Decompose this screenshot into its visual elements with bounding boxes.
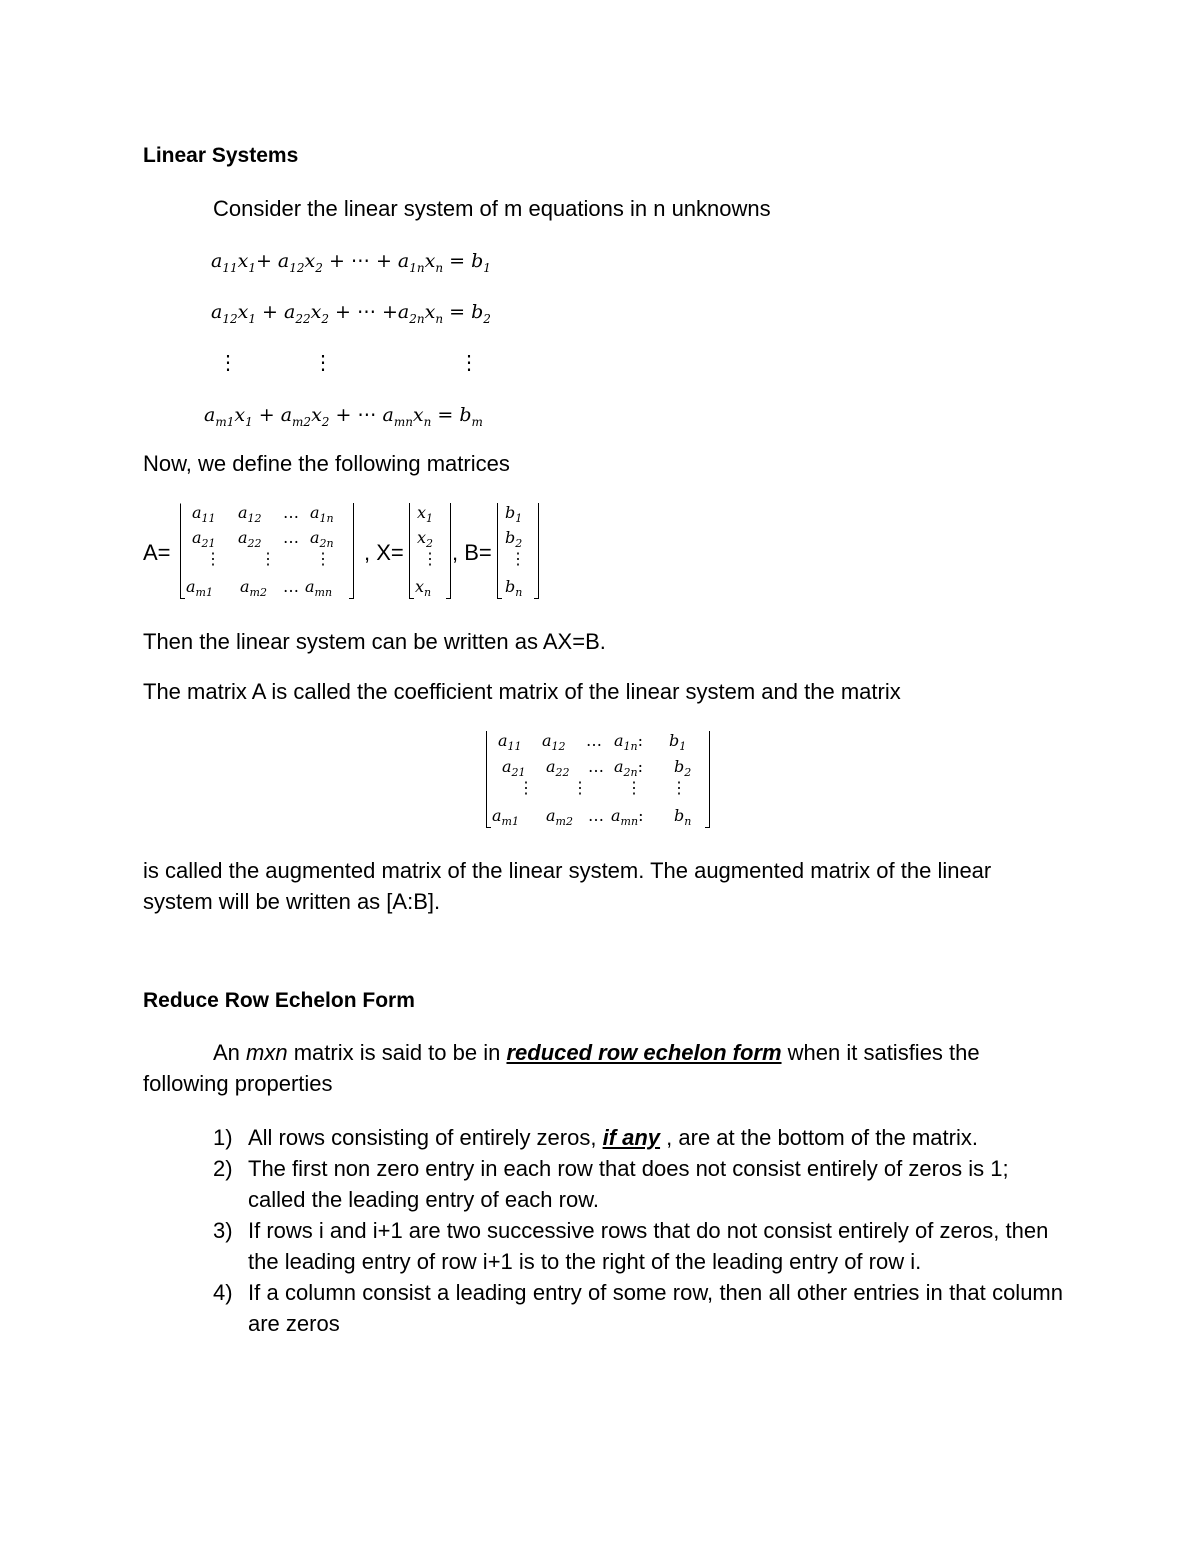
property-item-2: 2) The first non zero entry in each row that does not consist entirely of zeros is 1; called the leading entry of each row. xyxy=(213,1156,1009,1212)
label-x: , X= xyxy=(364,540,404,565)
property-item-4: 4) If a column consist a leading entry of some row, then all other entries in that column are zeros xyxy=(213,1280,1063,1336)
label-a: A= xyxy=(143,540,171,565)
matrix-a: $a_{11}$ $a_{12}$ … $a_{1n}$ $a_{21}$ $a_{22}$ … $a_{2n}$ ⋮ ⋮ ⋮ $a_{m1}$ $a_{m2}$ … $a_{mn}$ xyxy=(180,503,354,599)
property-item-3: 3) If rows i and i+1 are two successive rows that do not consist entirely of zeros, then the leading entry of row i+1 is to the right of the leading entry of row i. xyxy=(213,1218,1049,1274)
vertical-dots: ⋮ xyxy=(218,350,238,374)
matrix-b: $b_1$ $b_2$ ⋮ $b_n$ xyxy=(497,503,539,599)
equation-m: $a_{m1}x_1 + a_{m2}x_2$ + ⋯ $a_{mn}x_n = b_m$ xyxy=(204,404,483,429)
then-paragraph: Then the linear system can be written as AX=B. xyxy=(143,629,606,654)
section-heading-linear-systems: Linear Systems xyxy=(143,144,299,167)
coefficient-paragraph: The matrix A is called the coefficient matrix of the linear system and the matrix xyxy=(143,679,901,704)
vertical-dots: ⋮ xyxy=(313,350,333,374)
equation-1: $a_{11}x_1+ a_{12}x_2$ + ⋯ + $a_{1n}x_n = b_1$ xyxy=(211,250,491,275)
augmented-paragraph-line-2: system will be written as [A:B]. xyxy=(143,889,441,914)
rref-definition-line-2: following properties xyxy=(143,1071,333,1096)
equation-2: $a_{12}x_1 + a_{22}x_2$ + ⋯ $+a_{2n}x_n = b_2$ xyxy=(211,301,491,326)
augmented-matrix: $a_{11}$ $a_{12}$ … $a_{1n}$: $b_1$ $a_{21}$ $a_{22}$ … $a_{2n}$: $b_2$ ⋮ ⋮ ⋮ ⋮ $a_{m1}$ $a_{m2}$ … $a_{mn}$: $b_n$ xyxy=(486,731,710,828)
matrix-x: $x_1$ $x_2$ ⋮ $x_n$ xyxy=(409,503,451,599)
section-heading-rref: Reduce Row Echelon Form xyxy=(143,989,415,1012)
vertical-dots: ⋮ xyxy=(459,350,479,374)
label-b: , B= xyxy=(452,540,492,565)
property-item-1: 1) All rows consisting of entirely zeros, if any , are at the bottom of the matrix. xyxy=(213,1125,978,1150)
rref-definition-line-1: An mxn matrix is said to be in reduced row echelon form when it satisfies the xyxy=(213,1040,980,1065)
intro-paragraph: Consider the linear system of m equations in n unknowns xyxy=(213,196,771,221)
define-matrices-text: Now, we define the following matrices xyxy=(143,451,510,476)
augmented-paragraph-line-1: is called the augmented matrix of the linear system. The augmented matrix of the linear xyxy=(143,858,992,883)
